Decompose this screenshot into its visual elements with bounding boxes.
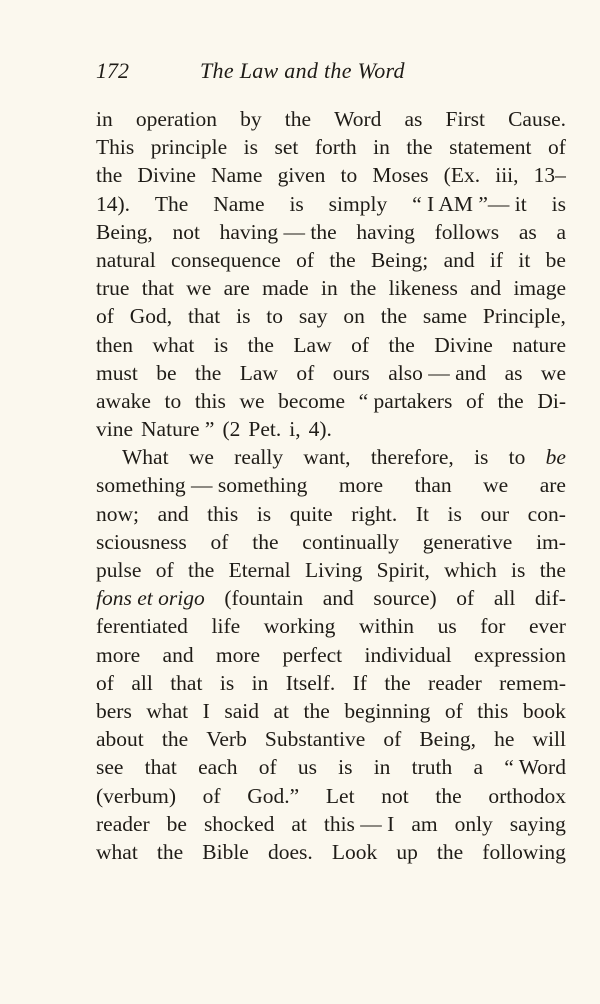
word: that <box>144 755 177 780</box>
word: Being, <box>419 727 477 752</box>
word: the <box>156 839 184 864</box>
word: all <box>493 586 516 611</box>
word: i, <box>289 417 301 442</box>
word: It <box>415 501 429 526</box>
word: shocked <box>203 811 275 836</box>
word: to <box>508 445 526 470</box>
word: more <box>96 642 141 667</box>
word: for <box>480 614 506 639</box>
word: God.” <box>247 783 300 808</box>
word: then <box>96 332 134 357</box>
word: each <box>198 755 238 780</box>
word: we <box>483 473 509 498</box>
text-line <box>96 274 566 302</box>
word: Law <box>293 332 332 357</box>
word: What <box>122 445 169 470</box>
word: life <box>211 614 241 639</box>
word: (2 <box>222 417 241 442</box>
word: he <box>494 727 515 752</box>
word: Divine <box>434 332 493 357</box>
word: are <box>223 276 250 301</box>
word: in <box>373 755 391 780</box>
word: saying <box>509 811 566 836</box>
word: what <box>96 839 138 864</box>
word: to <box>164 388 182 413</box>
word: of <box>383 727 402 752</box>
word: the <box>329 247 356 272</box>
word: the <box>187 558 215 582</box>
word: really <box>234 445 284 470</box>
word: nature <box>512 332 566 357</box>
word: vine <box>96 417 134 442</box>
text-line <box>96 161 566 189</box>
word: at <box>273 698 290 723</box>
text-line <box>96 584 566 612</box>
text-line <box>96 218 566 246</box>
word: of <box>96 304 114 329</box>
word: book <box>522 698 566 723</box>
word: that <box>188 304 221 329</box>
word: this <box>477 698 509 723</box>
word: First <box>445 107 485 131</box>
word: now; <box>96 501 139 526</box>
word: is <box>213 332 229 357</box>
word: ever <box>528 614 566 639</box>
word: and <box>443 247 475 272</box>
word: Itself. <box>285 670 336 695</box>
word: we <box>540 360 566 385</box>
word: I <box>202 698 210 723</box>
word: Moses <box>372 163 429 188</box>
word: to <box>340 163 358 188</box>
word: of <box>296 247 315 272</box>
word: of <box>296 360 315 385</box>
word: of <box>444 698 463 723</box>
word: natural <box>96 247 156 272</box>
word: the <box>161 727 189 752</box>
word: the <box>406 135 433 160</box>
word: it <box>518 247 531 272</box>
text-line <box>96 669 566 697</box>
word: iii, <box>495 163 519 188</box>
word: this <box>207 501 239 526</box>
word: working <box>263 614 336 639</box>
word: to <box>266 304 284 329</box>
page-number: 172 <box>96 58 129 83</box>
word: “ Word <box>504 755 566 780</box>
word: the <box>303 698 330 723</box>
word: likeness <box>388 276 458 301</box>
word: individual <box>364 642 452 667</box>
word: made <box>262 276 309 301</box>
word: be <box>166 811 187 836</box>
word: perfect <box>282 642 343 667</box>
word: ours <box>332 360 370 385</box>
word: fons et origo <box>96 586 205 611</box>
word: (Ex. <box>443 163 481 188</box>
text-line <box>96 500 566 528</box>
word: is <box>551 191 566 216</box>
text-line <box>96 612 566 640</box>
word: The <box>154 191 189 216</box>
word: at <box>291 811 307 836</box>
word: in <box>320 276 338 301</box>
word: Being; <box>370 247 429 272</box>
text-line <box>96 387 566 415</box>
word: not <box>381 783 409 808</box>
word: Nature ” <box>141 417 215 442</box>
text-line <box>96 753 566 781</box>
word: will <box>532 727 566 752</box>
text-line <box>96 810 566 838</box>
word: having <box>356 219 415 244</box>
word: we <box>188 445 214 470</box>
text-line <box>96 246 566 274</box>
text-line <box>96 190 566 218</box>
text-line <box>96 838 566 866</box>
word: is <box>447 501 462 526</box>
word: “ I AM ”— it <box>412 191 527 216</box>
word: what <box>146 698 189 723</box>
word: 13– <box>533 163 566 188</box>
word: this <box>194 388 226 413</box>
text-line <box>96 302 566 330</box>
word: consequence <box>171 247 281 272</box>
word: more <box>215 642 261 667</box>
word: this — I <box>323 811 395 836</box>
word: of <box>351 332 369 357</box>
word: as <box>518 219 537 244</box>
word: bers <box>96 698 132 723</box>
word: am <box>411 811 438 836</box>
word: what <box>152 332 195 357</box>
word: within <box>359 614 414 639</box>
word: principle <box>150 135 228 160</box>
word: in <box>373 135 390 160</box>
word: the <box>539 558 566 582</box>
word: Living <box>304 558 363 582</box>
text-line <box>96 443 566 471</box>
word: dif- <box>534 586 566 611</box>
word: Let <box>325 783 355 808</box>
word: the <box>380 304 408 329</box>
word: forth <box>314 135 357 160</box>
word: does. <box>267 839 313 864</box>
running-head <box>96 58 566 88</box>
word: Di- <box>537 388 566 413</box>
word: more <box>338 473 384 498</box>
word: the <box>96 163 123 188</box>
word: all <box>131 670 153 695</box>
word: im- <box>536 529 566 554</box>
word: expression <box>474 642 566 667</box>
word: if <box>489 247 504 272</box>
word: of <box>96 670 114 695</box>
word: source) <box>373 586 437 611</box>
word: than <box>414 473 452 498</box>
word: right. <box>351 501 398 526</box>
word: (fountain <box>224 586 304 611</box>
word: in <box>251 670 269 695</box>
book-title: The Law and the Word <box>200 58 405 83</box>
text-line <box>96 725 566 753</box>
text-line <box>96 415 566 443</box>
word: continually <box>302 529 400 554</box>
word: Spirit, <box>376 558 430 582</box>
word: the <box>436 839 464 864</box>
word: something — something <box>96 473 308 498</box>
text-line <box>96 359 566 387</box>
word: the <box>252 529 279 554</box>
word: the <box>388 332 415 357</box>
word: and <box>157 501 189 526</box>
word: us <box>297 755 317 780</box>
word: the <box>497 388 524 413</box>
body-text <box>96 105 566 866</box>
word: pulse <box>96 558 142 582</box>
word: Name <box>213 191 265 216</box>
word: reader <box>428 670 482 695</box>
word: statement <box>449 135 532 160</box>
word: we <box>186 276 212 301</box>
word: Divine <box>137 163 196 188</box>
word: con- <box>527 501 566 526</box>
word: simply <box>328 191 388 216</box>
word: the <box>384 670 411 695</box>
word: are <box>539 473 566 498</box>
word: (verbum) <box>96 783 176 808</box>
word: quite <box>289 501 333 526</box>
word: of <box>202 783 221 808</box>
word: which <box>444 558 497 582</box>
word: 14). <box>96 191 131 216</box>
word: the <box>435 783 462 808</box>
word: and <box>322 586 354 611</box>
word: Being, <box>96 219 153 244</box>
word: Law <box>239 360 278 385</box>
word: our <box>480 501 510 526</box>
word: see <box>96 755 124 780</box>
word: is <box>511 558 526 582</box>
word: 4). <box>308 417 332 442</box>
word: the <box>350 276 377 301</box>
word: operation <box>135 107 218 131</box>
word: is <box>243 135 258 160</box>
word: and <box>162 642 194 667</box>
text-line <box>96 556 566 584</box>
word: follows <box>434 219 500 244</box>
word: generative <box>422 529 513 554</box>
word: If <box>352 670 367 695</box>
word: of <box>210 529 229 554</box>
word: is <box>289 191 304 216</box>
word: that <box>141 276 174 301</box>
word: be <box>545 247 566 272</box>
text-line <box>96 641 566 669</box>
word: as <box>404 107 423 131</box>
word: having — the <box>219 219 337 244</box>
word: by <box>240 107 262 131</box>
word: of <box>155 558 174 582</box>
word: Name <box>211 163 263 188</box>
text-line <box>96 105 566 133</box>
word: is <box>338 755 353 780</box>
word: sciousness <box>96 529 187 554</box>
word: God, <box>129 304 173 329</box>
word: say <box>298 304 328 329</box>
word: reader <box>96 811 150 836</box>
word: want, <box>303 445 351 470</box>
word: the <box>195 360 222 385</box>
word: therefore, <box>370 445 454 470</box>
word: Look <box>331 839 378 864</box>
word: awake <box>96 388 151 413</box>
word: orthodox <box>488 783 566 808</box>
text-line <box>96 697 566 725</box>
word: in <box>96 107 113 131</box>
word: we <box>239 388 265 413</box>
word: ferentiated <box>96 614 188 639</box>
word: Substantive <box>264 727 366 752</box>
text-line <box>96 528 566 556</box>
word: on <box>343 304 365 329</box>
word: be <box>156 360 177 385</box>
word: become <box>278 388 346 413</box>
word: is <box>219 670 235 695</box>
word: Eternal <box>228 558 291 582</box>
text-line <box>96 331 566 359</box>
word: image <box>513 276 566 301</box>
word: is <box>256 501 272 526</box>
word: not <box>172 219 200 244</box>
word: same <box>422 304 468 329</box>
word: the <box>247 332 274 357</box>
word: is <box>474 445 489 470</box>
word: be <box>545 445 566 470</box>
text-line <box>96 782 566 810</box>
word: said <box>224 698 259 723</box>
word: only <box>454 811 493 836</box>
text-line <box>96 471 566 499</box>
word: Word <box>334 107 382 131</box>
word: Cause. <box>508 107 566 131</box>
word: the <box>284 107 312 131</box>
word: a <box>556 219 566 244</box>
word: true <box>96 276 130 301</box>
word: of <box>547 135 566 160</box>
word: Pet. <box>248 417 282 442</box>
word: about <box>96 727 144 752</box>
word: that <box>170 670 203 695</box>
word: set <box>274 135 299 160</box>
word: beginning <box>344 698 431 723</box>
word: This <box>96 135 135 160</box>
word: is <box>236 304 251 329</box>
word: Verb <box>206 727 247 752</box>
word: following <box>482 839 566 864</box>
word: remem- <box>499 670 566 695</box>
word: us <box>437 614 457 639</box>
word: as <box>504 360 523 385</box>
word: given <box>277 163 326 188</box>
word: Bible <box>202 839 249 864</box>
word: must <box>96 360 138 385</box>
word: of <box>258 755 277 780</box>
word: Principle, <box>482 304 566 329</box>
word: of <box>465 388 484 413</box>
text-line <box>96 133 566 161</box>
word: also — and <box>388 360 487 385</box>
word: and <box>470 276 502 301</box>
word: truth <box>411 755 453 780</box>
word: up <box>396 839 418 864</box>
word: “ partakers <box>358 388 453 413</box>
word: a <box>473 755 483 780</box>
word: of <box>456 586 475 611</box>
